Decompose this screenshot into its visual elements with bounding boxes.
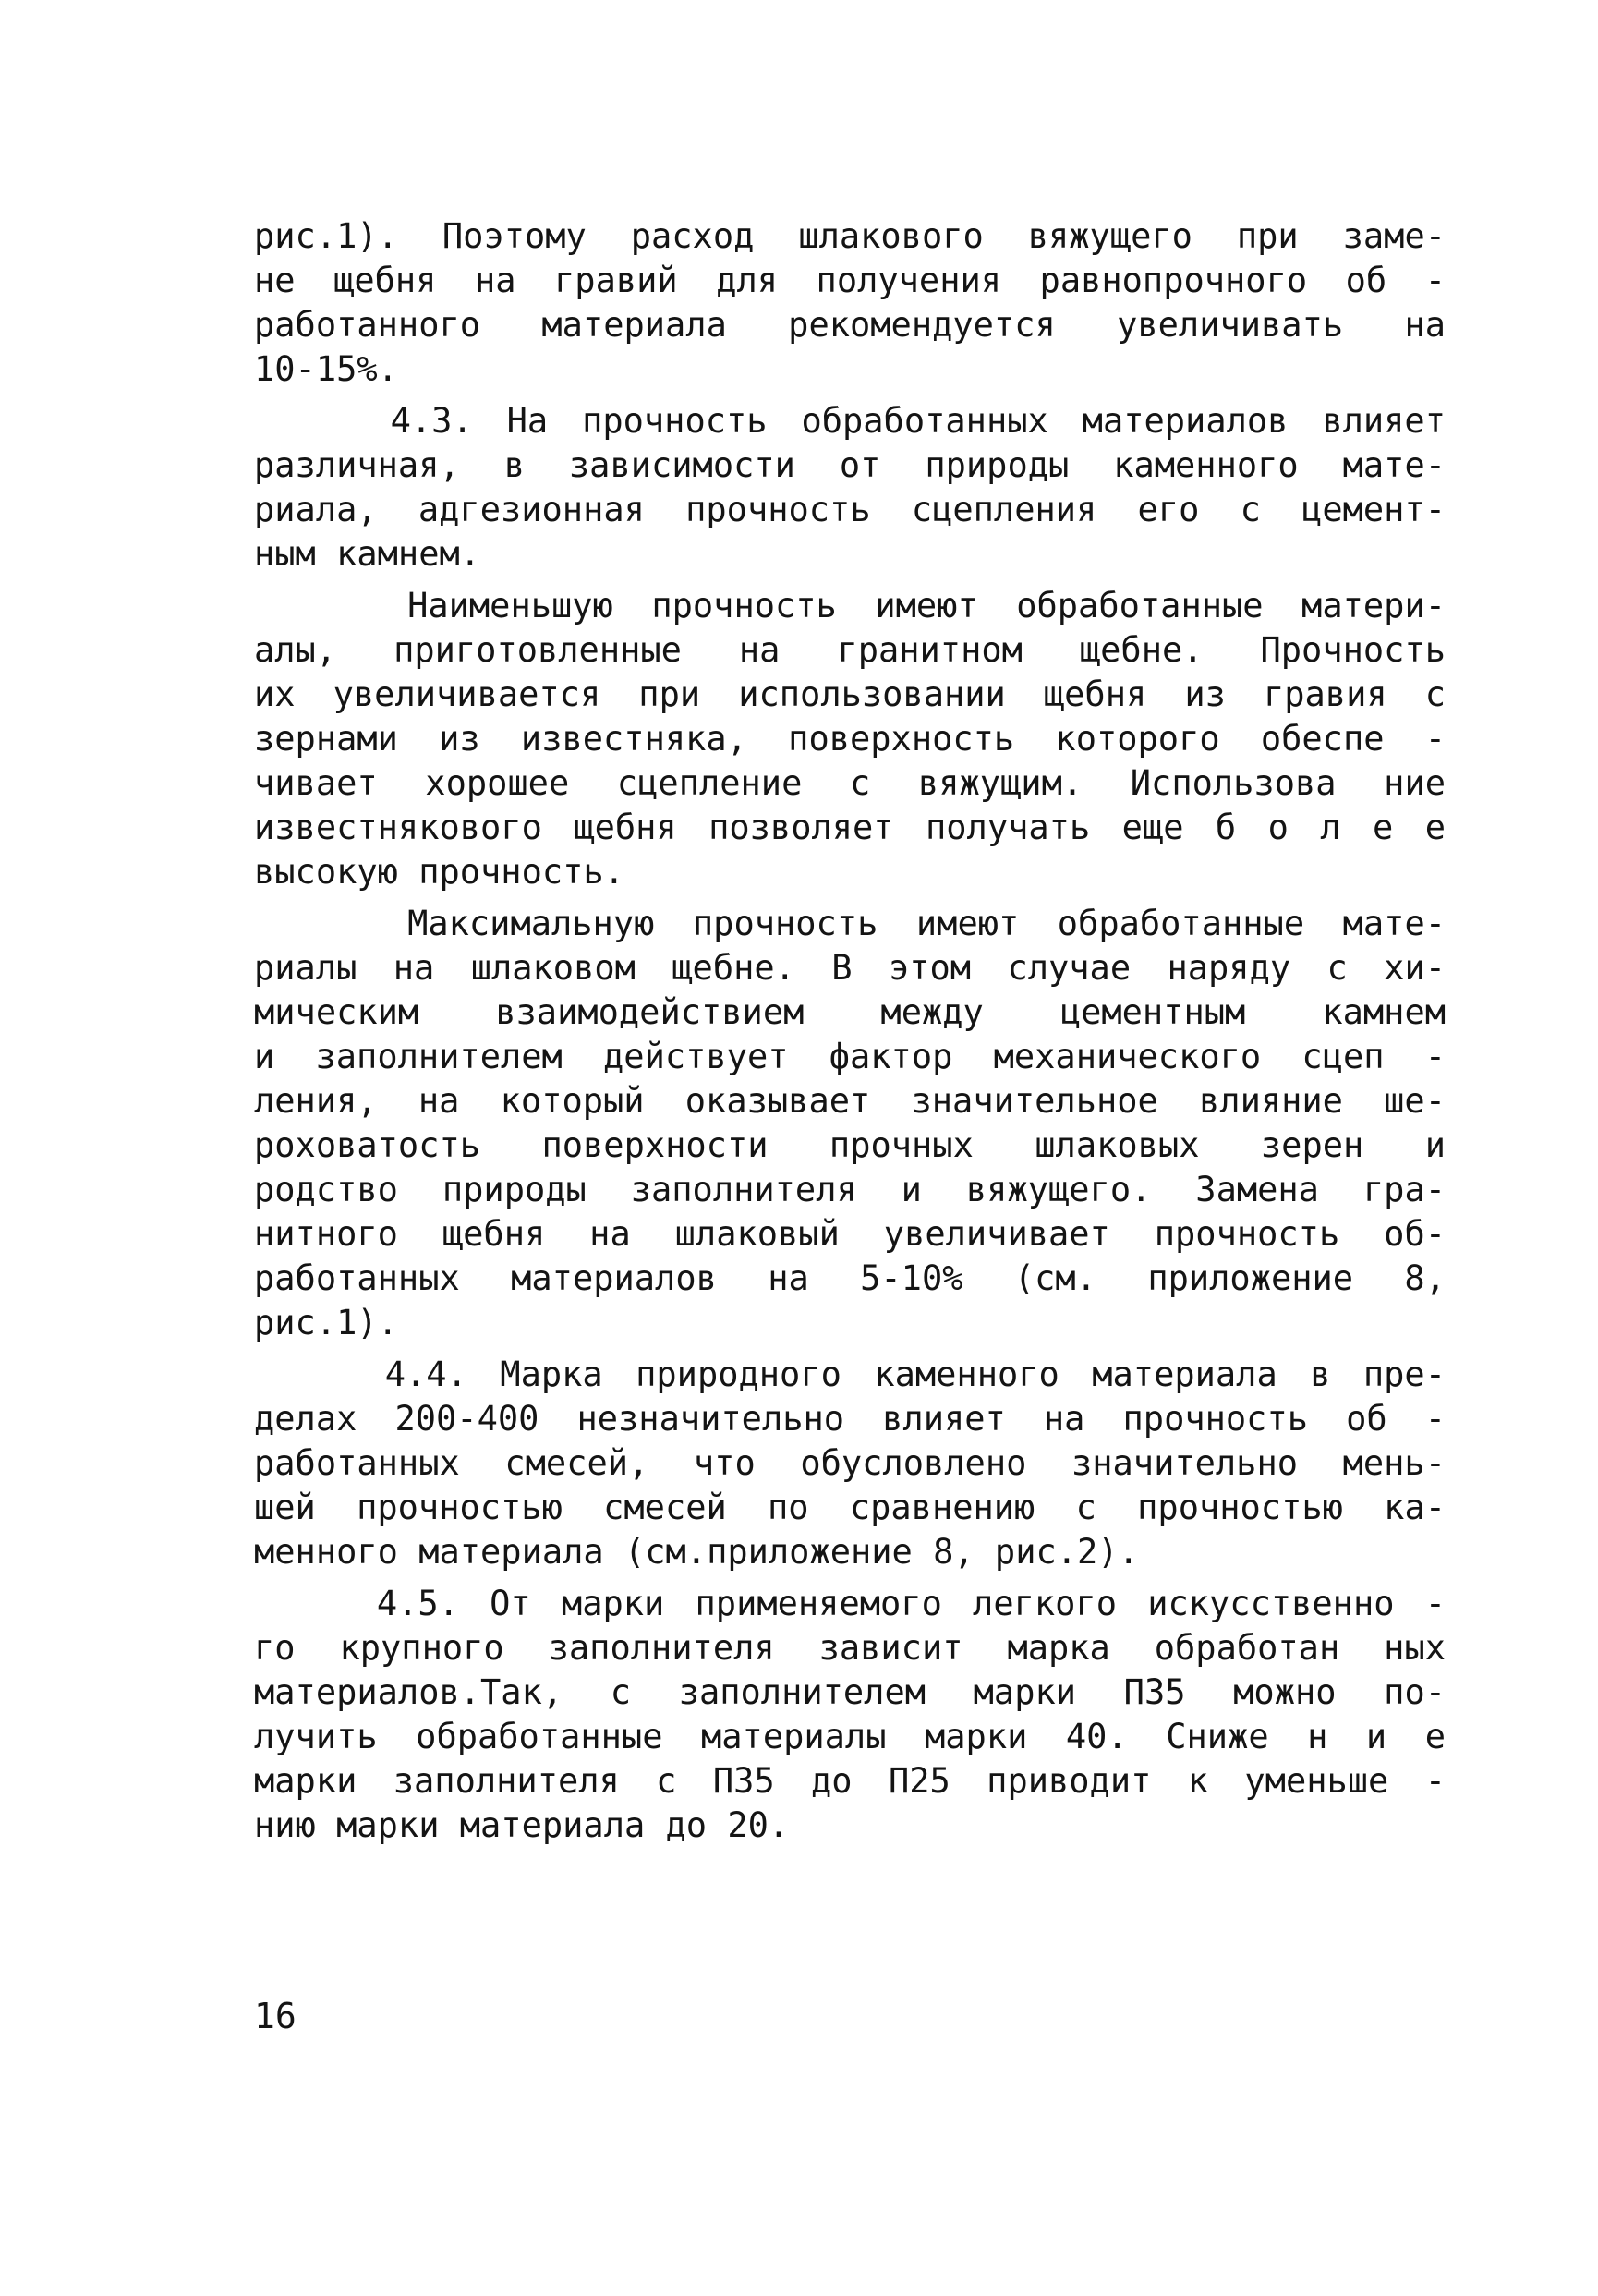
text-line: шей прочностью смесей по сравнению с прочностью ка- — [254, 1488, 1446, 1527]
text-line: мическим взаимодействием между цементным камнем — [254, 992, 1446, 1032]
text-line: 4.3. На прочность обработанных материалов влияет — [254, 401, 1446, 441]
text-line: риала, адгезионная прочность сцепления его с цемент- — [254, 490, 1446, 529]
text-line: менного материала (см.приложение 8, рис.2). — [254, 1532, 1139, 1572]
text-line: и заполнителем действует фактор механического сцеп - — [254, 1037, 1446, 1076]
text-line: марки заполнителя с П35 до П25 приводит к уменьше - — [254, 1761, 1446, 1801]
text-line: зернами из известняка, поверхность которого обеспе - — [254, 719, 1446, 759]
text-line: родство природы заполнителя и вяжущего. Замена гра- — [254, 1170, 1446, 1209]
text-line: ным камнем. — [254, 534, 481, 574]
text-line: известнякового щебня позволяет получать еще б о л е е — [254, 808, 1446, 847]
text-line: различная, в зависимости от природы каменного мате- — [254, 445, 1446, 485]
text-line: высокую прочность. — [254, 852, 624, 892]
paragraph — [254, 902, 1446, 1345]
body-text — [254, 214, 1446, 1855]
text-line: работанных смесей, что обусловлено значительно мень- — [254, 1443, 1446, 1483]
paragraph — [254, 214, 1446, 392]
text-line: работанного материала рекомендуется увеличивать на — [254, 305, 1446, 345]
text-line: делах 200-400 незначительно влияет на прочность об - — [254, 1399, 1446, 1439]
text-line: не щебня на гравий для получения равнопрочного об - — [254, 261, 1446, 300]
text-line: 4.5. От марки применяемого легкого искусственно - — [254, 1584, 1446, 1623]
text-line: лучить обработанные материалы марки 40. Сниже н и е — [254, 1717, 1446, 1756]
text-line: материалов.Так, с заполнителем марки П35 можно по- — [254, 1672, 1446, 1712]
text-line: 4.4. Марка природного каменного материала в пре- — [254, 1355, 1446, 1394]
text-line: нию марки материала до 20. — [254, 1805, 790, 1845]
text-line: их увеличивается при использовании щебня из гравия с — [254, 674, 1446, 714]
text-line: работанных материалов на 5-10% (см. приложение 8, — [254, 1258, 1446, 1298]
text-line: Максимальную прочность имеют обработанные мате- — [254, 904, 1446, 943]
text-line: роховатость поверхности прочных шлаковых зерен и — [254, 1125, 1446, 1165]
text-line: рис.1). — [254, 1303, 398, 1342]
paragraph — [254, 399, 1446, 577]
text-line: Наименьшую прочность имеют обработанные матери- — [254, 586, 1446, 626]
text-line: риалы на шлаковом щебне. В этом случае наряду с хи- — [254, 948, 1446, 988]
paragraph — [254, 584, 1446, 894]
text-line: нитного щебня на шлаковый увеличивает прочность об- — [254, 1214, 1446, 1254]
text-line: чивает хорошее сцепление с вяжущим. Использова ние — [254, 763, 1446, 803]
text-line: го крупного заполнителя зависит марка обработан ных — [254, 1628, 1446, 1668]
paragraph — [254, 1582, 1446, 1848]
paragraph — [254, 1353, 1446, 1574]
page-number: 16 — [254, 1996, 297, 2036]
text-line: рис.1). Поэтому расход шлакового вяжущего при заме- — [254, 216, 1446, 256]
text-line: алы, приготовленные на гранитном щебне. Прочность — [254, 630, 1446, 670]
text-line: ления, на который оказывает значительное влияние ше- — [254, 1081, 1446, 1121]
text-line: 10-15%. — [254, 349, 398, 389]
